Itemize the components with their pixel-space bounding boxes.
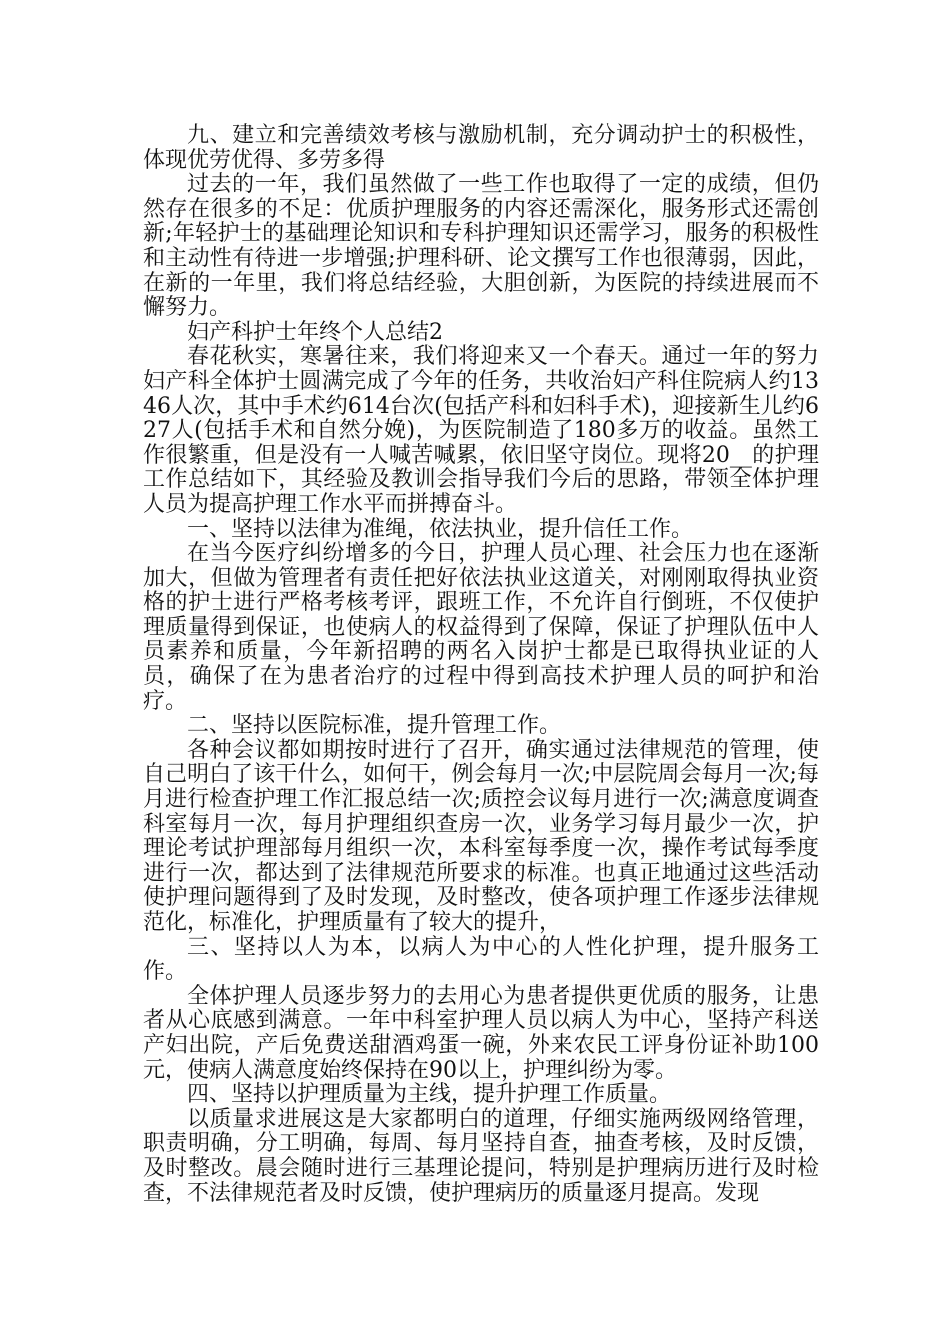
heading-2: 二、坚持以医院标准，提升管理工作。 (187, 713, 562, 739)
paragraph-3: 全体护理人员逐步努力的去用心为患者提供更优质的服务，让患者从心底感到满意。一年中科室护理人员以病人为中心，坚持产科送产妇出院，产后免费送甜酒鸡蛋一碗，外来农民工评身份证补助100元，使病人满意度始终保持在90以上，护理纠纷为零。 (143, 983, 819, 1083)
document-body (143, 124, 819, 1206)
heading-1: 一、坚持以法律为准绳，依法执业，提升信任工作。 (187, 516, 694, 542)
paragraph-intro: 春花秋实，寒暑往来，我们将迎来又一个春天。通过一年的努力妇产科全体护士圆满完成了今年的任务，共收治妇产科住院病人约1346人次，其中手术约614台次(包括产科和妇科手术)，迎接新生儿约627人(包括手术和自然分娩)，为医院制造了180多万的收益。虽然工作很繁重，但是没有一人喊苦喊累，依旧坚守岗位。现将20__的护理工作总结如下，其经验及教训会指导我们今后的思路，带领全体护理人员为提高护理工作水平而拼搏奋斗。 (143, 344, 819, 517)
paragraph-item-9: 九、建立和完善绩效考核与激励机制，充分调动护士的积极性，体现优劳优得、多劳多得 (143, 123, 819, 173)
paragraph-shortcomings: 过去的一年，我们虽然做了一些工作也取得了一定的成绩，但仍然存在很多的不足：优质护理服务的内容还需深化，服务形式还需创新;年轻护士的基础理论知识和专科护理知识还需学习，服务的积极性和主动性有待进一步增强;护理科研、论文撰写工作也很薄弱，因此，在新的一年里，我们将总结经验，大胆创新，为医院的持续进展而不懈努力。 (143, 172, 819, 321)
heading-4: 四、坚持以护理质量为主线，提升护理工作质量。 (187, 1082, 672, 1108)
heading-3: 三、坚持以人为本，以病人为中心的人性化护理，提升服务工作。 (143, 934, 819, 985)
paragraph-4: 以质量求进展这是大家都明白的道理，仔细实施两级网络管理，职责明确，分工明确，每周、每月坚持自查，抽查考核，及时反馈，及时整改。晨会随时进行三基理论提问，特别是护理病历进行及时检查，不法律规范者及时反馈，使护理病历的质量逐月提高。发现 (143, 1106, 819, 1206)
section-title: 妇产科护士年终个人总结2 (187, 319, 443, 345)
paragraph-2: 各种会议都如期按时进行了召开，确实通过法律规范的管理，使自己明白了该干什么，如何干，例会每月一次;中层院周会每月一次;每月进行检查护理工作汇报总结一次;质控会议每月进行一次;满意度调查科室每月一次，每月护理组织查房一次，业务学习每月最少一次，护理论考试护理部每月组织一次，本科室每季度一次，操作考试每季度进行一次，都达到了法律规范所要求的标准。也真正地通过这些活动使护理问题得到了及时发现，及时整改，使各项护理工作逐步法律规范化，标准化，护理质量有了较大的提升， (143, 737, 819, 935)
paragraph-1: 在当今医疗纠纷增多的今日，护理人员心理、社会压力也在逐渐加大，但做为管理者有责任把好依法执业这道关，对刚刚取得执业资格的护士进行严格考核考评，跟班工作，不允许自行倒班，不仅使护理质量得到保证，也使病人的权益得到了保障，保证了护理队伍中人员素养和质量，今年新招聘的两名入岗护士都是已取得执业证的人员，确保了在为患者治疗的过程中得到高技术护理人员的呵护和治疗。 (143, 541, 819, 714)
